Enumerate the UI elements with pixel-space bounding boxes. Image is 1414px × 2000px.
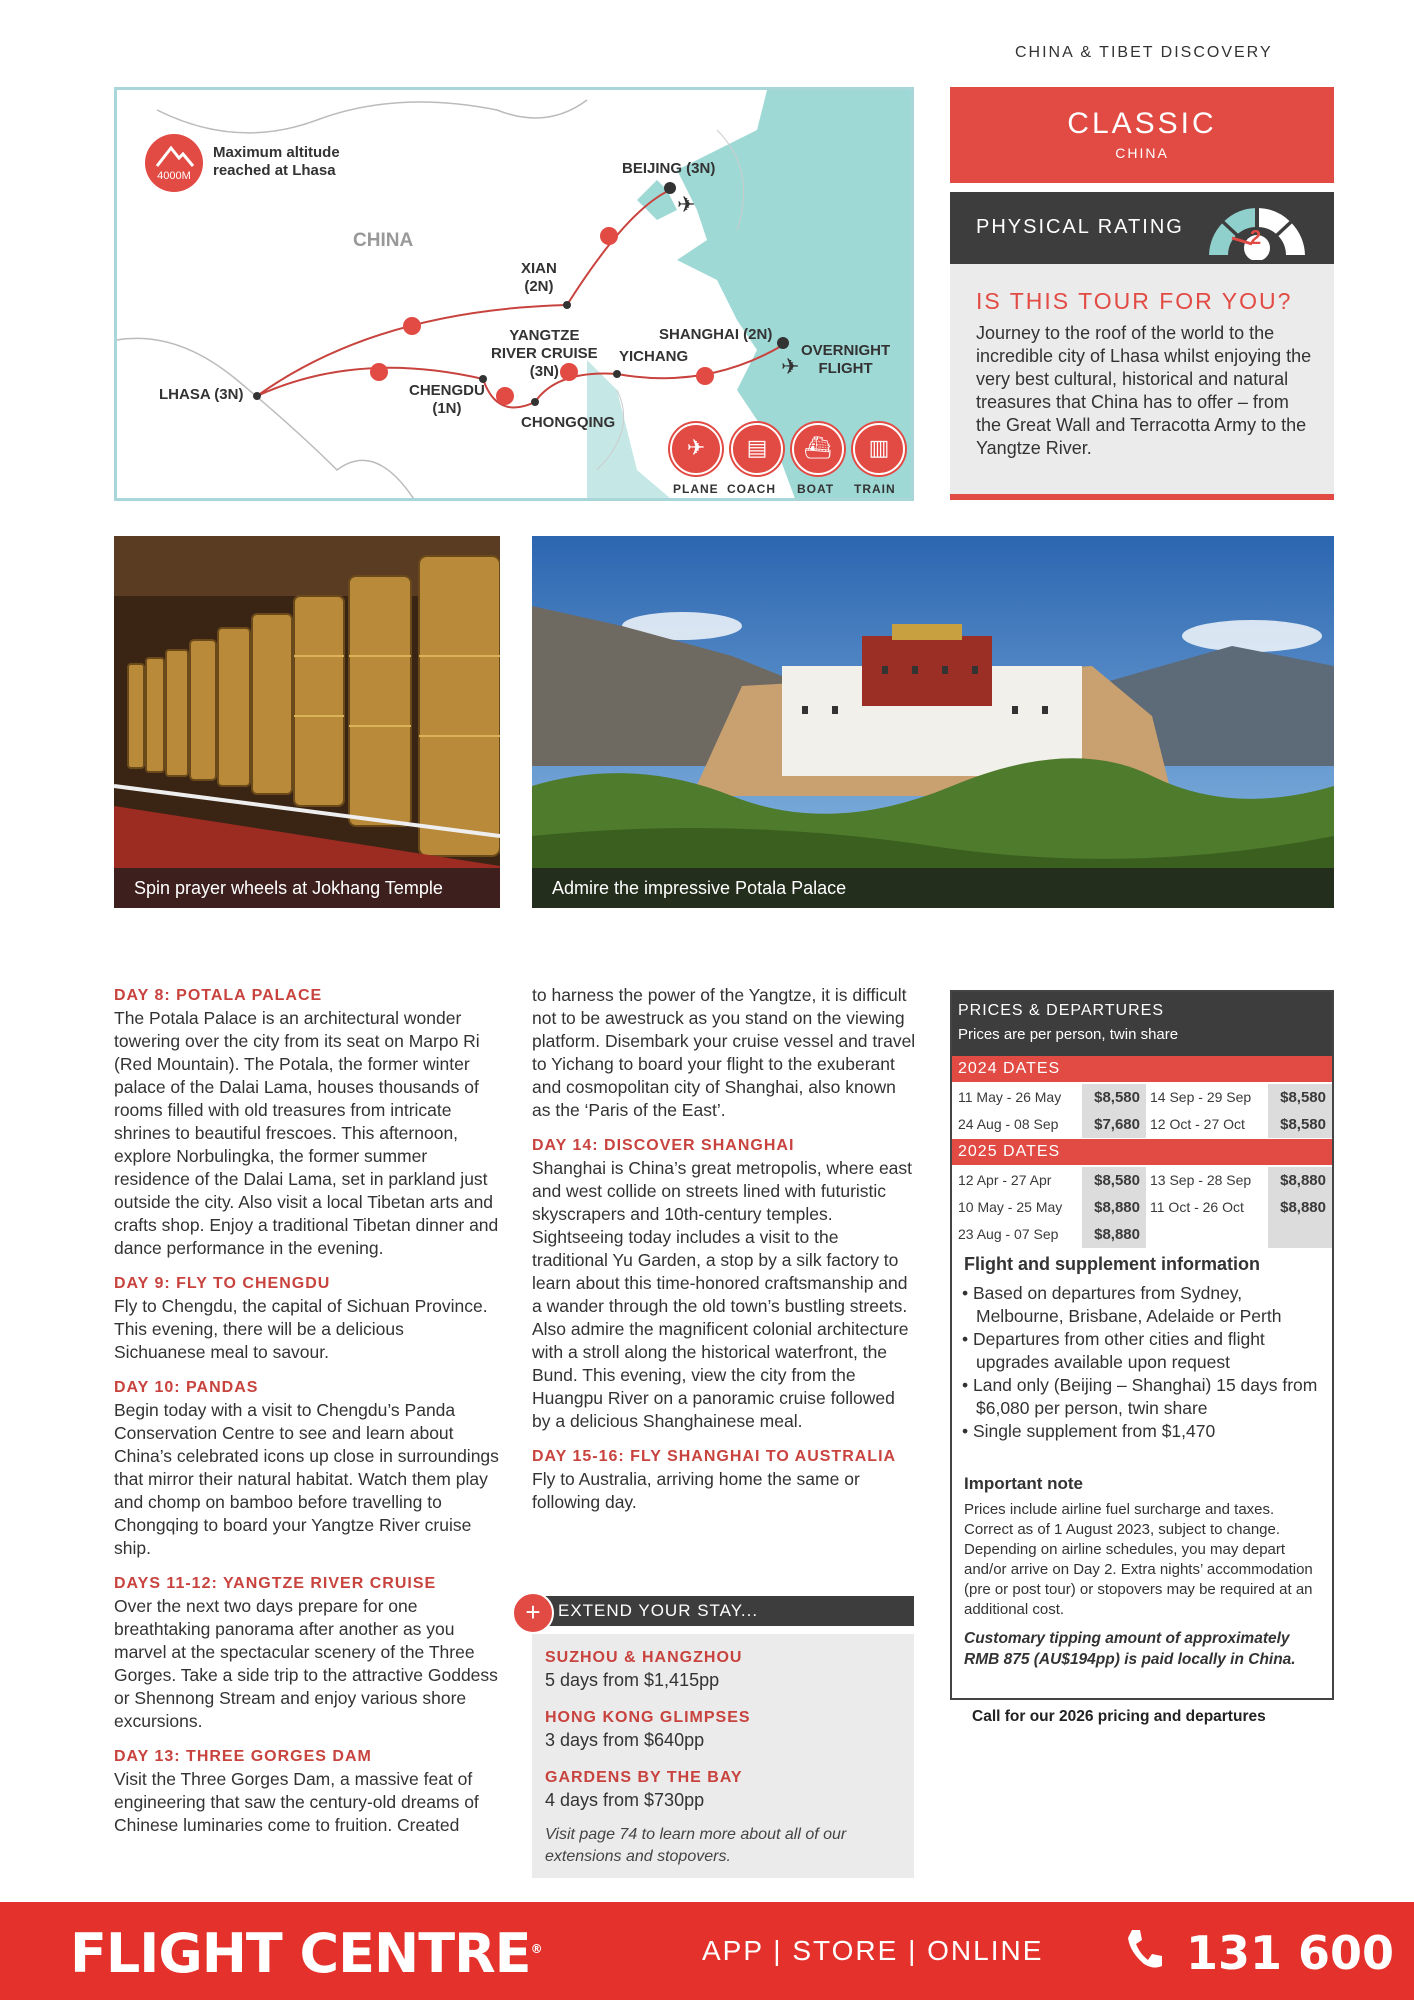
day-13-text-continued: to harness the power of the Yangtze, it is difficult not to be awestruck as you stand on the viewing platform. Disembark your cruise vessel and travel to Yichang to board your flight to the exuberant and cosmopolitan city of Shanghai, also known as the ‘Paris of the East’. — [532, 985, 916, 1120]
footer-channels: APP | STORE | ONLINE — [702, 1935, 1044, 1966]
extend-header — [512, 1592, 914, 1627]
flight-info-list — [958, 1282, 1328, 1443]
plane-icon: ✈ — [670, 423, 722, 475]
altitude-badge: 4000M — [145, 134, 203, 192]
physical-rating — [950, 192, 1334, 264]
rating-value: 2 — [1250, 227, 1262, 249]
prices-title: PRICES & DEPARTURES — [958, 1002, 1165, 1019]
prices-panel — [950, 990, 1334, 1700]
price-row: 10 May - 25 May $8,880 11 Oct - 26 Oct $8,880 — [952, 1194, 1332, 1221]
important-note-text: Prices include airline fuel surcharge and taxes. Correct as of 1 August 2023, subject to change. Depending on airline schedules, you may depart and/or arrive on Day 2. Extra nights’ accommodation (pre or post tour) or stopovers may be required at an additional cost. — [964, 1501, 1313, 1618]
list-item: • Land only (Beijing – Shanghai) 15 days from $6,080 per person, twin share — [962, 1375, 1318, 1418]
tipping-note: Customary tipping amount of approximately RMB 875 (AU$194pp) is paid locally in China. — [964, 1630, 1296, 1668]
footer-banner — [0, 1902, 1414, 2000]
call-note: Call for our 2026 pricing and departures — [972, 1708, 1266, 1725]
train-icon: ▥ — [853, 423, 905, 475]
prices-subtitle: Prices are per person, twin share — [958, 1026, 1179, 1043]
prices-header — [952, 992, 1332, 1056]
boat-icon: ⛴ — [792, 423, 844, 475]
extension-item: SUZHOU & HANGZHOU 5 days from $1,415pp — [545, 1649, 743, 1690]
day-10-title: DAY 10: PANDAS — [114, 1379, 259, 1396]
svg-text:✈: ✈ — [677, 192, 696, 217]
train-label: TRAIN — [854, 482, 896, 496]
brand-logo: FLIGHT CENTRE® — [70, 1922, 542, 1985]
photo-potala-palace — [532, 536, 1334, 908]
mountain-icon — [145, 134, 203, 174]
list-item: • Single supplement from $1,470 — [962, 1421, 1216, 1441]
city-beijing: BEIJING (3N) — [622, 160, 716, 177]
itinerary-column-1 — [114, 984, 500, 1849]
extension-item: GARDENS BY THE BAY 4 days from $730pp — [545, 1769, 743, 1810]
extend-box — [532, 1634, 914, 1878]
coach-icon: ▤ — [731, 423, 783, 475]
photo-caption: Admire the impressive Potala Palace — [532, 868, 1334, 908]
suitability-title: IS THIS TOUR FOR YOU? — [976, 288, 1293, 314]
extend-title: EXTEND YOUR STAY... — [532, 1596, 914, 1626]
extension-note: Visit page 74 to learn more about all of our extensions and stopovers. — [545, 1826, 847, 1865]
day-13-text: Visit the Three Gorges Dam, a massive feat of engineering that saw the century-old dreams of Chinese luminaries come to fruition. Created — [114, 1769, 479, 1835]
day-9-text: Fly to Chengdu, the capital of Sichuan Province. This evening, there will be a delicious Sichuanese meal to savour. — [114, 1296, 488, 1362]
coach-label: COACH — [727, 482, 776, 496]
flight-info-title: Flight and supplement information — [964, 1254, 1260, 1274]
year-2025-header: 2025 DATES — [952, 1139, 1332, 1165]
day-8-text: The Potala Palace is an architectural wonder towering over the city from its seat on Marpo Ri (Red Mountain). The Potala, the former winter palace of the Dalai Lama, houses thousands of rooms filled with old treasures from intricate shrines to beautiful frescoes. This afternoon, explore Norbulingka, the former summer residence of the Dalai Lama, set in parkland just outside the city. Also visit a local Tibetan arts and crafts shop. Enjoy a traditional Tibetan dinner and dance performance in the evening. — [114, 1008, 499, 1258]
price-row: 24 Aug - 08 Sep $7,680 12 Oct - 27 Oct $8,580 — [952, 1111, 1332, 1138]
day-8-title: DAY 8: POTALA PALACE — [114, 987, 323, 1004]
city-lhasa: LHASA (3N) — [159, 386, 244, 403]
city-yangtze-cruise: YANGTZE RIVER CRUISE (3N) — [491, 327, 598, 380]
photo-caption: Spin prayer wheels at Jokhang Temple — [114, 868, 500, 908]
city-chongqing: CHONGQING — [521, 414, 616, 431]
city-shanghai: SHANGHAI (2N) — [659, 326, 773, 343]
day-10-text: Begin today with a visit to Chengdu’s Panda Conservation Centre to see and learn about China’s celebrated icons up close in surroundings that mirror their natural habitat. Watch them play and chomp on bamboo before travelling to Chongqing to board your Yangtze River cruise ship. — [114, 1400, 499, 1558]
day-15-text: Fly to Australia, arriving home the same or following day. — [532, 1469, 860, 1512]
day-14-text: Shanghai is China’s great metropolis, where east and west collide on streets lined with futuristic skyscrapers and 10th-century temples. Sightseeing today includes a visit to the traditional Yu Garden, a stop by a silk factory to learn about this time-honored craftsmanship and a wander through the old town’s bustling streets. Also admire the magnificent colonial architecture with a stroll along the historical waterfront, the Bund. This evening, view the city from the Huangpu River on a panoramic cruise followed by a delicious Shanghainese meal. — [532, 1158, 913, 1431]
price-row: 11 May - 26 May $8,580 14 Sep - 29 Sep $8,580 — [952, 1084, 1332, 1111]
city-xian: XIAN (2N) — [521, 260, 557, 295]
photo-prayer-wheels — [114, 536, 500, 908]
altitude-note: Maximum altitude reached at Lhasa — [213, 144, 340, 179]
list-item: • Departures from other cities and flight upgrades available upon request — [962, 1329, 1265, 1372]
overnight-flight-label: OVERNIGHT FLIGHT — [801, 342, 891, 377]
plane-label: PLANE — [673, 482, 719, 496]
tour-region: CHINA — [1115, 145, 1169, 161]
day-14-title: DAY 14: DISCOVER SHANGHAI — [532, 1137, 795, 1154]
tour-name: CLASSIC — [1067, 107, 1217, 140]
day-15-title: DAY 15-16: FLY SHANGHAI TO AUSTRALIA — [532, 1448, 897, 1465]
city-yichang: YICHANG — [619, 348, 689, 365]
price-row: 23 Aug - 07 Sep $8,880 — [952, 1221, 1332, 1248]
important-note-title: Important note — [964, 1474, 1083, 1493]
day-13-title: DAY 13: THREE GORGES DAM — [114, 1748, 372, 1765]
country-label: CHINA — [353, 230, 414, 251]
price-row: 12 Apr - 27 Apr $8,580 13 Sep - 28 Sep $8,880 — [952, 1167, 1332, 1194]
day-9-title: DAY 9: FLY TO CHENGDU — [114, 1275, 331, 1292]
day-11-title: DAYS 11-12: YANGTZE RIVER CRUISE — [114, 1575, 437, 1592]
section-tag: CHINA & TIBET DISCOVERY — [1015, 44, 1273, 61]
phone-icon — [1124, 1926, 1164, 1972]
tour-suitability — [950, 264, 1334, 500]
rating-label: PHYSICAL RATING — [976, 216, 1184, 238]
year-2024-header: 2024 DATES — [952, 1056, 1332, 1082]
plus-icon: + — [512, 1592, 554, 1634]
list-item: • Based on departures from Sydney, Melbourne, Brisbane, Adelaide or Perth — [962, 1283, 1282, 1326]
svg-text:✈: ✈ — [781, 354, 800, 379]
route-map — [114, 87, 914, 501]
city-chengdu: CHENGDU (1N) — [409, 382, 485, 417]
itinerary-column-2 — [532, 984, 917, 1526]
boat-label: BOAT — [797, 482, 835, 496]
extension-item: HONG KONG GLIMPSES 3 days from $640pp — [545, 1709, 751, 1750]
day-11-text: Over the next two days prepare for one breathtaking panorama after another as you marvel at the spectacular scenery of the Three Gorges. Take a side trip to the attractive Goddess or Shennong Stream and enjoy various shore excursions. — [114, 1596, 498, 1731]
suitability-text: Journey to the roof of the world to the incredible city of Lhasa whilst enjoying the very best cultural, historical and natural treasures that China has to offer – from the Great Wall and Terracotta Army to the Yangtze River. — [976, 323, 1312, 458]
tour-badge — [950, 87, 1334, 183]
phone-number[interactable]: 131 600 — [1186, 1926, 1395, 1980]
